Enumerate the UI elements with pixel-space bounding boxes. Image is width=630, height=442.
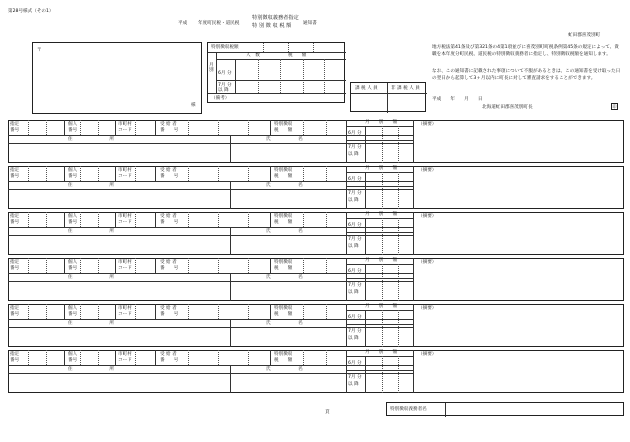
recipient-label: 受 給 者 bbox=[160, 214, 177, 219]
july-label: 7月 分 bbox=[348, 283, 362, 288]
special-tax-top-label: 特別徴収 bbox=[274, 260, 293, 265]
notice-paragraph-2: なお、この通知書に記載された事項について不服があるときは、この通知書を受け取った日の翌日から起算して3ヶ月以内に町長に対して審査請求をすることができます。 bbox=[432, 69, 621, 82]
designation-number-label: 番号 bbox=[10, 266, 20, 271]
title-top: 特別徴収義務者指定 bbox=[252, 15, 299, 21]
title-bottom: 特 別 徴 収 税 額 bbox=[252, 23, 292, 29]
city-code-bottom-label: コード bbox=[118, 174, 132, 179]
july-label: 7月 分 bbox=[348, 145, 362, 150]
special-tax-top-label: 特別徴収 bbox=[274, 306, 293, 311]
address-label: 住 所 bbox=[68, 137, 114, 142]
recipient-number-label: 番 号 bbox=[160, 266, 179, 271]
remarks-label: （備考） bbox=[211, 96, 230, 101]
obligor-box bbox=[386, 402, 624, 416]
recipient-label: 受 給 者 bbox=[160, 306, 177, 311]
name-label: 氏 名 bbox=[266, 275, 303, 280]
june-label: 6月 分 bbox=[218, 71, 232, 76]
address-box bbox=[32, 42, 202, 114]
city-code-top-label: 市町村 bbox=[118, 306, 132, 311]
recipient-number-label: 番 号 bbox=[160, 312, 179, 317]
mayor-name: 北海道虻田郡喜茂別町長 bbox=[482, 105, 533, 110]
monthly-amount-label: 月 別 額 bbox=[365, 350, 398, 355]
july-label: 7月 分 bbox=[348, 329, 362, 334]
name-label: 氏 名 bbox=[266, 367, 303, 372]
remarks-label: （摘要） bbox=[418, 122, 437, 127]
city-code-bottom-label: コード bbox=[118, 128, 132, 133]
june-label: 6月 分 bbox=[348, 131, 362, 136]
remarks-label: （摘要） bbox=[418, 352, 437, 357]
july-after-label: 以 降 bbox=[348, 336, 359, 341]
honorific: 様 bbox=[191, 103, 196, 108]
special-tax-bottom-label: 税 額 bbox=[274, 128, 293, 133]
special-tax-bottom-label: 税 額 bbox=[274, 174, 293, 179]
designation-number-label: 番号 bbox=[10, 174, 20, 179]
city-code-bottom-label: コード bbox=[118, 266, 132, 271]
city-code-bottom-label: コード bbox=[118, 358, 132, 363]
remarks-label: （摘要） bbox=[418, 260, 437, 265]
tax-amount-label: 税 額 bbox=[288, 53, 307, 58]
june-label: 6月 分 bbox=[348, 361, 362, 366]
designation-label: 指定 bbox=[10, 352, 20, 357]
era-label: 平成 bbox=[178, 21, 188, 26]
city-code-top-label: 市町村 bbox=[118, 168, 132, 173]
name-label: 氏 名 bbox=[266, 183, 303, 188]
city-code-top-label: 市町村 bbox=[118, 214, 132, 219]
recipient-number-label: 番 号 bbox=[160, 220, 179, 225]
designation-number-label: 番号 bbox=[10, 220, 20, 225]
notice-paragraph-1: 地方税法第41条及び第321条の4第1項並びに喜茂別町町税条例第45条の規定によって、貴職を本年度分町民税、道民税の特別徴収義務者に指定し、特別徴収税額を通知します。 bbox=[432, 45, 619, 58]
july-after-label: 以 降 bbox=[348, 198, 359, 203]
monthly-side-label: 月別 bbox=[209, 63, 214, 74]
address-label: 住 所 bbox=[68, 367, 114, 372]
untaxed-count-label: 非 課 税 人 員 bbox=[391, 86, 420, 91]
count-label: 人 数 bbox=[246, 53, 260, 58]
individual-number-label: 番号 bbox=[68, 312, 78, 317]
special-tax-bottom-label: 税 額 bbox=[274, 220, 293, 225]
record-row bbox=[8, 166, 624, 209]
taxed-count-label: 課 税 人 員 bbox=[355, 86, 378, 91]
record-row bbox=[8, 120, 624, 163]
july-label: 7月 分 bbox=[348, 375, 362, 380]
monthly-amount-label: 月 別 額 bbox=[365, 212, 398, 217]
name-label: 氏 名 bbox=[266, 321, 303, 326]
july-after-label: 以 降 bbox=[348, 152, 359, 157]
record-row bbox=[8, 304, 624, 347]
june-label: 6月 分 bbox=[348, 315, 362, 320]
stamp-table bbox=[350, 82, 426, 112]
name-label: 氏 名 bbox=[266, 229, 303, 234]
monthly-amount-label: 月 別 額 bbox=[365, 166, 398, 171]
city-code-top-label: 市町村 bbox=[118, 260, 132, 265]
individual-label: 個人 bbox=[68, 168, 78, 173]
june-label: 6月 分 bbox=[348, 223, 362, 228]
postal-mark: 〒 bbox=[37, 48, 42, 53]
tax-panel bbox=[207, 42, 345, 103]
address-label: 住 所 bbox=[68, 229, 114, 234]
july-label: 7月 分 bbox=[218, 83, 232, 88]
recipient-label: 受 給 者 bbox=[160, 260, 177, 265]
city-code-top-label: 市町村 bbox=[118, 352, 132, 357]
date-line: 平成 年 月 日 bbox=[432, 97, 483, 102]
designation-label: 指定 bbox=[10, 306, 20, 311]
recipient-label: 受 給 者 bbox=[160, 122, 177, 127]
july-after-label: 以 降 bbox=[218, 88, 229, 93]
page-label: 頁 bbox=[325, 410, 330, 415]
seal-mark: 印 bbox=[612, 104, 617, 109]
july-after-label: 以 降 bbox=[348, 244, 359, 249]
june-label: 6月 分 bbox=[348, 269, 362, 274]
individual-number-label: 番号 bbox=[68, 358, 78, 363]
special-tax-top-label: 特別徴収 bbox=[274, 168, 293, 173]
special-tax-top-label: 特別徴収 bbox=[274, 214, 293, 219]
recipient-number-label: 番 号 bbox=[160, 128, 179, 133]
year-label: 年度町民税・道民税 bbox=[198, 21, 240, 26]
record-row bbox=[8, 212, 624, 255]
record-row bbox=[8, 350, 624, 393]
recipient-number-label: 番 号 bbox=[160, 358, 179, 363]
july-label: 7月 分 bbox=[348, 237, 362, 242]
address-label: 住 所 bbox=[68, 183, 114, 188]
remarks-label: （摘要） bbox=[418, 168, 437, 173]
designation-label: 指定 bbox=[10, 168, 20, 173]
special-tax-bottom-label: 税 額 bbox=[274, 358, 293, 363]
monthly-amount-label: 月 別 額 bbox=[365, 258, 398, 263]
special-tax-bottom-label: 税 額 bbox=[274, 266, 293, 271]
special-tax-top-label: 特別徴収 bbox=[274, 352, 293, 357]
name-label: 氏 名 bbox=[266, 137, 303, 142]
individual-number-label: 番号 bbox=[68, 266, 78, 271]
special-tax-bottom-label: 税 額 bbox=[274, 312, 293, 317]
address-label: 住 所 bbox=[68, 275, 114, 280]
individual-number-label: 番号 bbox=[68, 220, 78, 225]
recipient-number-label: 番 号 bbox=[160, 174, 179, 179]
recipient-label: 受 給 者 bbox=[160, 168, 177, 173]
total-tax-label: 特別徴収税額 bbox=[211, 45, 239, 50]
address-label: 住 所 bbox=[68, 321, 114, 326]
recipient-label: 受 給 者 bbox=[160, 352, 177, 357]
july-after-label: 以 降 bbox=[348, 382, 359, 387]
individual-label: 個人 bbox=[68, 260, 78, 265]
record-row bbox=[8, 258, 624, 301]
individual-label: 個人 bbox=[68, 122, 78, 127]
july-after-label: 以 降 bbox=[348, 290, 359, 295]
form-label: 第28号様式（その1） bbox=[8, 9, 54, 14]
city-code-bottom-label: コード bbox=[118, 312, 132, 317]
designation-label: 指定 bbox=[10, 122, 20, 127]
designation-number-label: 番号 bbox=[10, 128, 20, 133]
individual-number-label: 番号 bbox=[68, 174, 78, 179]
special-tax-top-label: 特別徴収 bbox=[274, 122, 293, 127]
designation-number-label: 番号 bbox=[10, 312, 20, 317]
city-code-top-label: 市町村 bbox=[118, 122, 132, 127]
individual-label: 個人 bbox=[68, 352, 78, 357]
obligor-label: 特別徴収義務者名 bbox=[390, 407, 427, 412]
june-label: 6月 分 bbox=[348, 177, 362, 182]
individual-label: 個人 bbox=[68, 214, 78, 219]
remarks-label: （摘要） bbox=[418, 306, 437, 311]
individual-number-label: 番号 bbox=[68, 128, 78, 133]
individual-label: 個人 bbox=[68, 306, 78, 311]
designation-label: 指定 bbox=[10, 260, 20, 265]
notice-label: 通知書 bbox=[303, 21, 317, 26]
monthly-amount-label: 月 別 額 bbox=[365, 304, 398, 309]
remarks-label: （摘要） bbox=[418, 214, 437, 219]
issuer-town: 虻田郡喜茂別町 bbox=[568, 33, 601, 38]
city-code-bottom-label: コード bbox=[118, 220, 132, 225]
monthly-amount-label: 月 別 額 bbox=[365, 120, 398, 125]
july-label: 7月 分 bbox=[348, 191, 362, 196]
designation-label: 指定 bbox=[10, 214, 20, 219]
designation-number-label: 番号 bbox=[10, 358, 20, 363]
